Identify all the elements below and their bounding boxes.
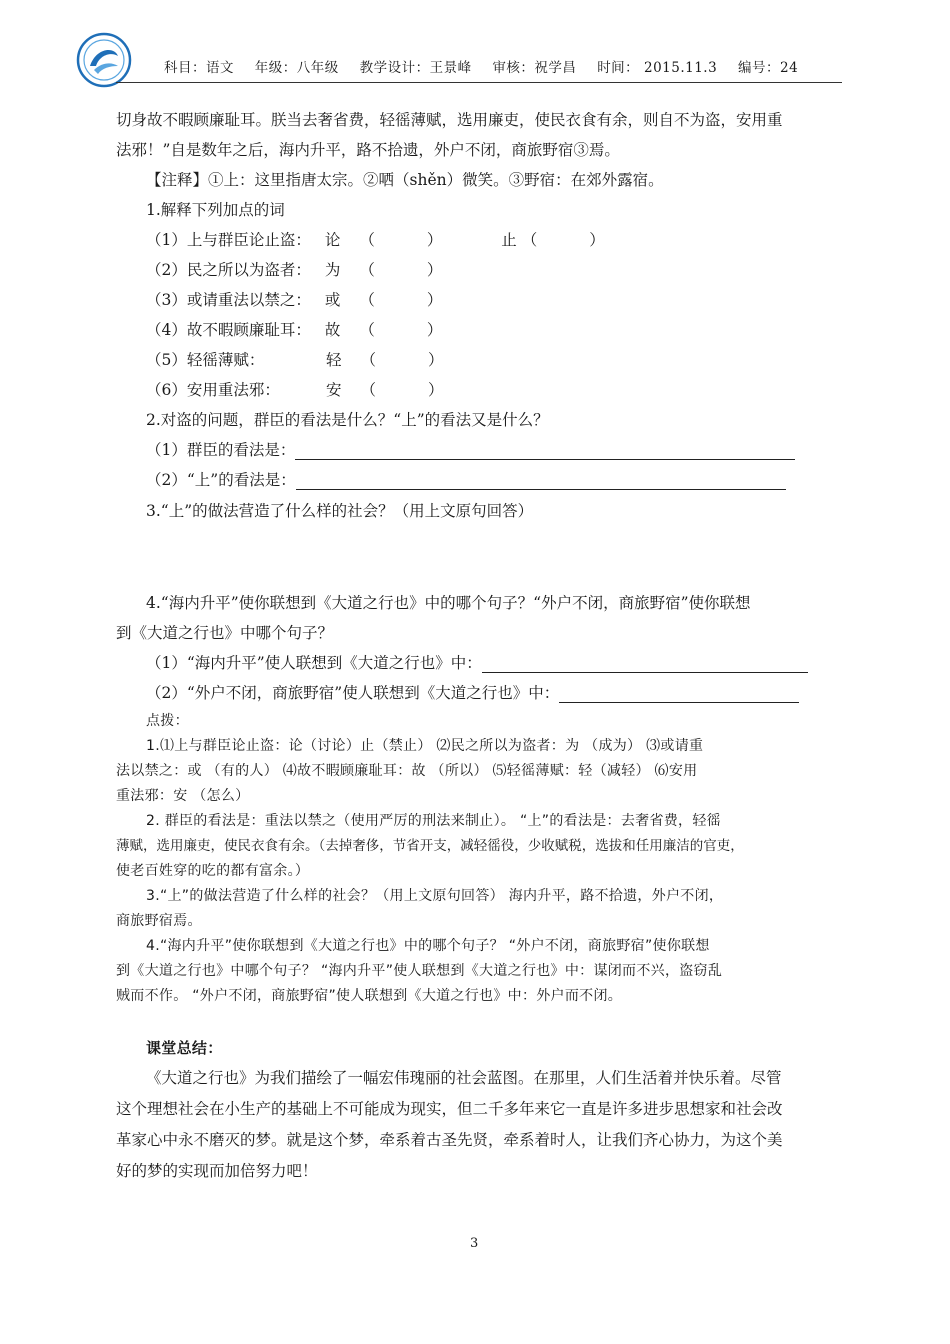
q4-answer-a-label: （1）“海内升平”使人联想到《大道之行也》中： xyxy=(146,654,482,672)
q1-item-sentence: （6）安用重法邪： xyxy=(146,381,280,399)
q1-item-1 xyxy=(146,230,605,250)
answer-2-line-1: 2. 群臣的看法是：重法以禁之（使用严厉的刑法来制止）。 “上”的看法是：去奢省费，轻徭 xyxy=(146,813,721,829)
q1-item-word: 轻 xyxy=(326,351,342,369)
answer-paren-close: ） xyxy=(426,231,443,249)
q1-item-sentence: （1）上与群臣论止盗： xyxy=(146,231,311,249)
q1-item-2 xyxy=(146,260,442,280)
q1-item-word: 故 xyxy=(324,321,341,339)
answer-paren-close: ） xyxy=(426,261,443,279)
q1-item-sentence: （3）或请重法以禁之： xyxy=(146,291,311,309)
q4-answer-b xyxy=(146,683,799,703)
answer-paren-close: ） xyxy=(589,231,605,249)
answer-paren-open: （ xyxy=(521,231,538,249)
q1-item-6 xyxy=(146,380,443,400)
header-number: 编号：24 xyxy=(737,60,799,76)
q1-item-word: 或 xyxy=(324,291,341,309)
header-reviewer: 审核：祝学昌 xyxy=(492,60,577,76)
answer-4-line-1: 4.“海内升平”使你联想到《大道之行也》中的哪个句子？ “外户不闭，商旅野宿”使你联想 xyxy=(146,938,710,954)
header-rule xyxy=(116,82,842,83)
q2-answer-b-label: （2）“上”的看法是： xyxy=(146,471,296,489)
q2-answer-a-label: （1）群臣的看法是： xyxy=(146,441,296,459)
page-number: 3 xyxy=(470,1236,479,1251)
answer-paren-close: ） xyxy=(426,321,443,339)
q1-item-5 xyxy=(146,350,443,370)
q2-answer-b-blank[interactable] xyxy=(296,473,786,490)
header-subject: 科目：语文 xyxy=(164,60,234,76)
q1-title: 1.解释下列加点的词 xyxy=(146,201,285,219)
q1-item-word: 为 xyxy=(324,261,341,279)
answer-1-line-3: 重法邪：安 （怎么） xyxy=(116,788,250,804)
q4-answer-a-blank[interactable] xyxy=(482,656,808,673)
answer-3-line-2: 商旅野宿焉。 xyxy=(116,913,202,929)
answer-1-line-2: 法以禁之：或 （有的人） ⑷故不暇顾廉耻耳：故 （所以） ⑸轻徭薄赋：轻（减轻） ⑹安用 xyxy=(116,763,698,779)
answer-paren-close: ） xyxy=(427,381,444,399)
answer-3-line-1: 3.“上”的做法营造了什么样的社会？（用上文原句回答） 海内升平，路不拾遗，外户不闭， xyxy=(146,888,724,904)
answer-paren-open: （ xyxy=(360,351,376,369)
summary-line-2: 这个理想社会在小生产的基础上不可能成为现实，但二千多年来它一直是许多进步思想家和社会改 xyxy=(116,1100,783,1118)
answer-paren-open: （ xyxy=(359,231,375,249)
q1-item-sentence: （4）故不暇顾廉耻耳： xyxy=(146,321,311,339)
answer-4-line-3: 贼而不作。 “外户不闭，商旅野宿”使人联想到《大道之行也》中：外户而不闭。 xyxy=(116,988,623,1004)
q3-title: 3.“上”的做法营造了什么样的社会？（用上文原句回答） xyxy=(146,502,534,520)
q4-title-line-2: 到《大道之行也》中哪个句子？ xyxy=(116,624,334,642)
q4-answer-b-label: （2）“外户不闭，商旅野宿”使人联想到《大道之行也》中： xyxy=(146,684,560,702)
answers-heading: 点拨： xyxy=(146,713,189,729)
answer-paren-open: （ xyxy=(359,291,375,309)
school-logo xyxy=(76,32,132,88)
passage-line-2: 法邪！”自是数年之后，海内升平，路不拾遗，外户不闭，商旅野宿③焉。 xyxy=(116,141,620,159)
answer-4-line-2: 到《大道之行也》中哪个句子？ “海内升平”使人联想到《大道之行也》中：谋闭而不兴，盗窃乱 xyxy=(116,963,723,979)
header-designer: 教学设计：王景峰 xyxy=(359,60,472,76)
q1-item-word-2: 止 xyxy=(501,231,517,249)
q2-answer-a-blank[interactable] xyxy=(295,443,795,460)
q1-item-3 xyxy=(146,290,442,310)
document-header xyxy=(164,56,814,76)
passage-line-1: 切身故不暇顾廉耻耳。朕当去奢省费，轻徭薄赋，选用廉吏，使民衣食有余，则自不为盗，安用重 xyxy=(116,111,783,129)
answer-paren-open: （ xyxy=(359,261,375,279)
answer-2-line-3: 使老百姓穿的吃的都有富余。） xyxy=(116,863,310,879)
school-logo-emblem-icon xyxy=(76,32,132,88)
header-time: 时间： 2015.11.3 xyxy=(597,60,718,76)
summary-line-3: 革家心中永不磨灭的梦。就是这个梦，牵系着古圣先贤，牵系着时人，让我们齐心协力，为这个美 xyxy=(116,1131,783,1149)
summary-line-1: 《大道之行也》为我们描绘了一幅宏伟瑰丽的社会蓝图。在那里，人们生活着并快乐着。尽管 xyxy=(146,1069,782,1087)
q4-answer-a xyxy=(146,653,808,673)
answer-paren-open: （ xyxy=(360,381,376,399)
header-grade: 年级：八年级 xyxy=(254,60,339,76)
q1-item-word: 安 xyxy=(326,381,342,399)
q1-item-sentence: （5）轻徭薄赋： xyxy=(146,351,265,369)
passage-note: 【注释】①上：这里指唐太宗。②哂（shěn）微笑。③野宿：在郊外露宿。 xyxy=(146,171,664,189)
summary-line-4: 好的梦的实现而加倍努力吧！ xyxy=(116,1162,318,1180)
q2-answer-a xyxy=(146,440,795,460)
q1-item-4 xyxy=(146,320,442,340)
answer-paren-open: （ xyxy=(359,321,375,339)
q1-item-word: 论 xyxy=(324,231,341,249)
q2-title: 2.对盗的问题，群臣的看法是什么？“上”的看法又是什么？ xyxy=(146,411,549,429)
answer-2-line-2: 薄赋，选用廉吏，使民衣食有余。（去掉奢侈，节省开支，减轻徭役，少收赋税，选拔和任用廉洁的官吏， xyxy=(116,838,744,854)
q4-answer-b-blank[interactable] xyxy=(559,686,799,703)
answer-paren-close: ） xyxy=(426,291,443,309)
q2-answer-b xyxy=(146,470,786,490)
summary-heading: 课堂总结： xyxy=(146,1039,223,1057)
answer-paren-close: ） xyxy=(427,351,444,369)
q4-title-line-1: 4.“海内升平”使你联想到《大道之行也》中的哪个句子？“外户不闭，商旅野宿”使你联想 xyxy=(146,594,751,612)
answer-1-line-1: 1.⑴上与群臣论止盗：论（讨论）止（禁止） ⑵民之所以为盗者：为 （成为） ⑶或请重 xyxy=(146,738,704,754)
q1-item-sentence: （2）民之所以为盗者： xyxy=(146,261,311,279)
